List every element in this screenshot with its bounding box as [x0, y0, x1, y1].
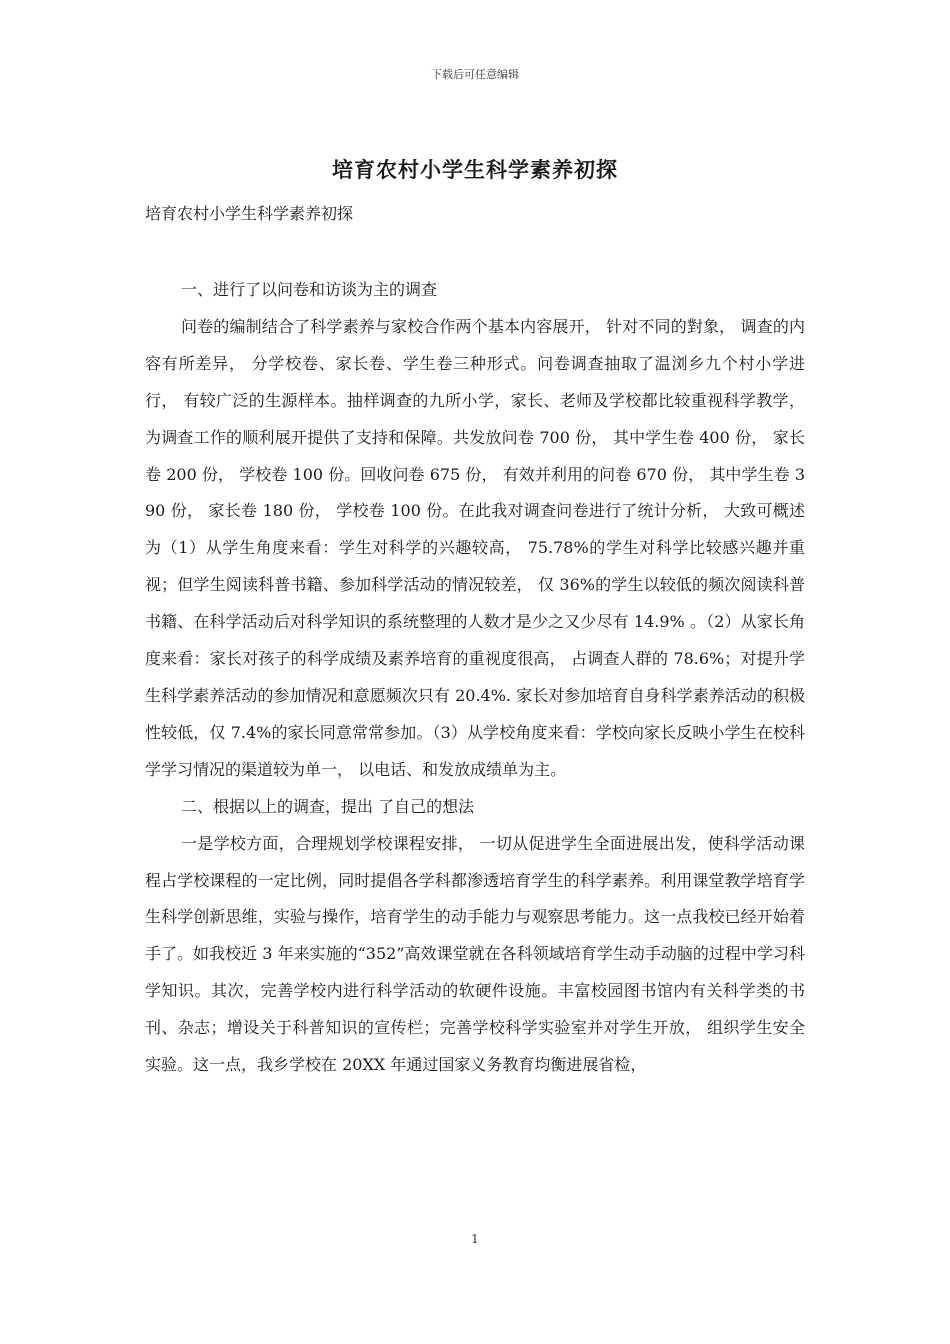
document-title: 培育农村小学生科学素养初探	[332, 157, 618, 182]
section-heading-2: 二、根据以上的调查，提出 了自己的想法	[181, 796, 475, 816]
page-header: 下载后可任意编辑	[431, 68, 519, 81]
document-subtitle: 培育农村小学生科学素养初探	[145, 204, 354, 223]
document-body	[145, 272, 805, 1084]
paragraph-survey: 问卷的编制结合了科学素养与家校合作两个基本内容展开， 针对不同的對象， 调查的内容有所差异， 分学校卷、家长卷、学生卷三种形式。问卷调查抽取了温浏乡九个村小学进行， 有较广泛的生源样本。抽样调查的九所小学，家长、老师及学校都比较重视科学教学， 为调查工作的顺利展开提供了支持和保障。共发放问卷 700 份， 其中学生卷 400 份， 家长卷 200 份， 学校卷 100 份。回收问卷 675 份， 有效并利用的问卷 670 份， 其中学生卷 390 份， 家长卷 180 份， 学校卷 100 份。在此我对调查问卷进行了统计分析， 大致可概述为（1）从学生角度来看：学生对科学的兴趣较高， 75.78%的学生对科学比较感兴趣并重视；但学生阅读科普书籍、参加科学活动的情况较差， 仅 36%的学生以较低的频次阅读科普书籍、在科学活动后对科学知识的系统整理的人数才是少之又少尽有 14.9% 。（2）从家长角度来看：家长对孩子的科学成绩及素养培育的重视度很高， 占调查人群的 78.6%；对提升学生科学素养活动的参加情况和意愿频次只有 20.4%. 家长对参加培育自身科学素养活动的积极性较低，仅 7.4%的家长同意常常参加。（3）从学校角度来看：学校向家长反映小学生在校科学学习情况的渠道较为单一， 以电话、和发放成绩单为主。	[145, 316, 805, 779]
paragraph-school: 一是学校方面，合理规划学校课程安排， 一切从促进学生全面进展出发，使科学活动课程占学校课程的一定比例，同时提倡各学科都渗透培育学生的科学素养。利用课堂教学培育学生科学创新思维，实验与操作，培育学生的动手能力与观察思考能力。这一点我校已经开始着手了。如我校近 3 年来实施的“352”高效课堂就在各科领域培育学生动手动脑的过程中学习科学知识。其次，完善学校内进行科学活动的软硬件设施。丰富校园图书馆内有关科学类的书刊、杂志；增设关于科普知识的宣传栏；完善学校科学实验室并对学生开放， 组织学生安全实验。这一点，我乡学校在 20XX 年通过国家义务教育均衡进展省检，	[145, 833, 805, 1075]
section-heading-1: 一、进行了以问卷和访谈为主的调查	[181, 280, 438, 299]
page-number: 1	[471, 1232, 479, 1246]
